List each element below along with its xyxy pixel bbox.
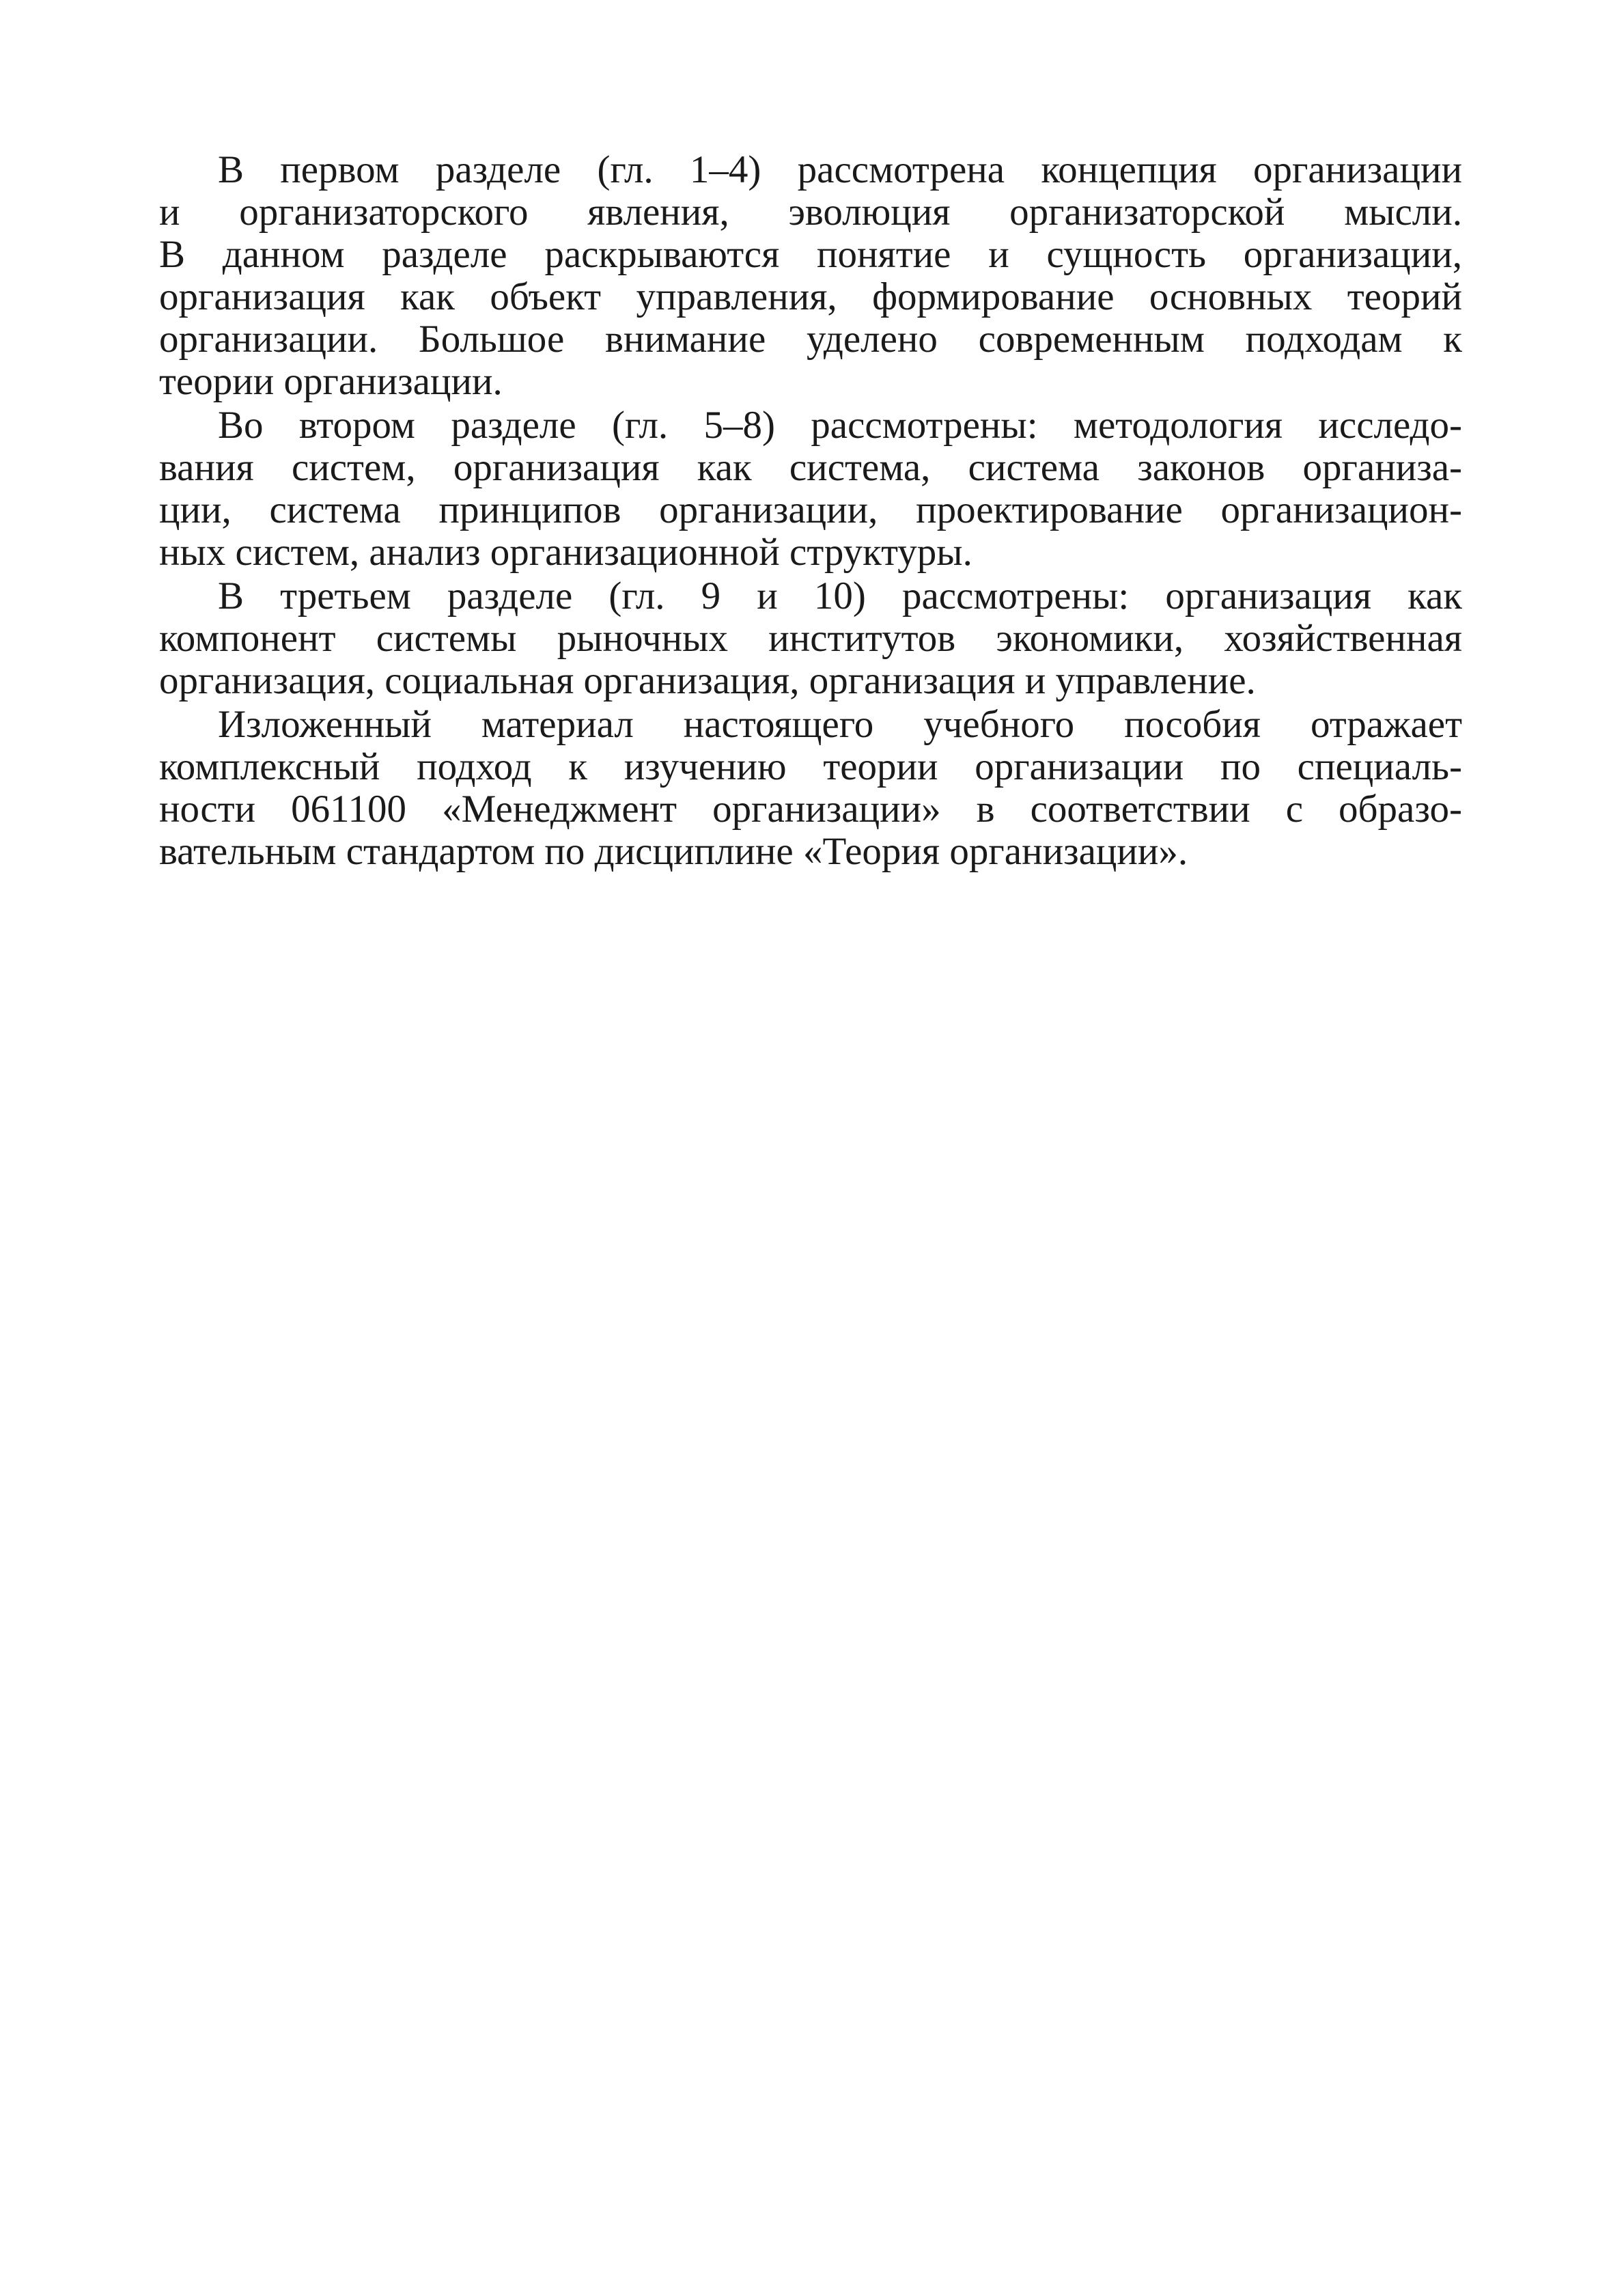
paragraph-3 <box>159 575 1462 702</box>
text-line: теории организации. <box>159 360 503 403</box>
paragraph-1 <box>159 149 1462 403</box>
text-line: Изложенный материал настоящего учебного пособия отражает <box>218 703 1462 746</box>
text-line: вательным стандартом по дисциплине «Теория организации». <box>159 830 1188 873</box>
text-line: В третьем разделе (гл. 9 и 10) рассмотрены: организация как <box>218 574 1462 617</box>
text-line: В данном разделе раскрываются понятие и сущность организации, <box>159 233 1462 276</box>
text-line: комплексный подход к изучению теории организации по специаль- <box>159 745 1462 788</box>
text-line: компонент системы рыночных институтов экономики, хозяйственная <box>159 617 1462 660</box>
paragraph-4 <box>159 704 1462 873</box>
text-line: организация как объект управления, формирование основных теорий <box>159 275 1462 318</box>
text-line: организация, социальная организация, организация и управление. <box>159 659 1256 702</box>
text-line: В первом разделе (гл. 1–4) рассмотрена концепция организации <box>218 148 1462 191</box>
body-text <box>159 149 1462 874</box>
text-line: ности 061100 «Менеджмент организации» в соответствии с образо- <box>159 788 1462 831</box>
text-line: Во втором разделе (гл. 5–8) рассмотрены: методология исследо- <box>218 404 1462 447</box>
text-line: и организаторского явления, эволюция организаторской мысли. <box>159 191 1462 234</box>
text-line: ных систем, анализ организационной структуры. <box>159 531 972 574</box>
text-line: вания систем, организация как система, система законов организа- <box>159 446 1462 489</box>
text-line: ции, система принципов организации, проектирование организацион- <box>159 488 1462 531</box>
text-line: организации. Большое внимание уделено современным подходам к <box>159 318 1462 361</box>
paragraph-2 <box>159 404 1462 574</box>
